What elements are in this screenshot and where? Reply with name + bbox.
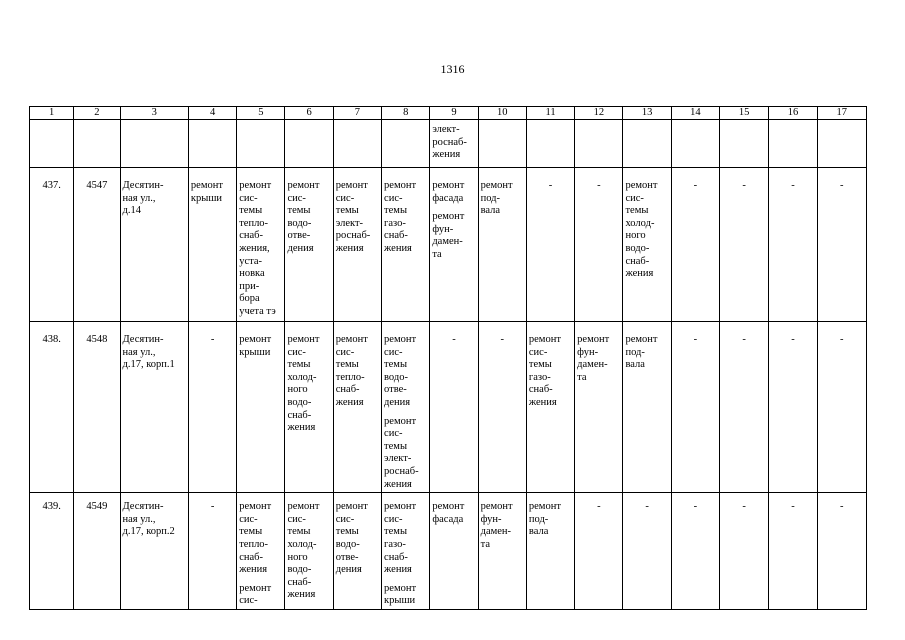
cell-line: жения [239,564,268,576]
cell-line: ная ул., [122,513,156,525]
cell-line: ремонт [239,501,272,513]
work-type-cell: - [188,322,236,493]
row-number-cell: 437. [30,168,74,322]
table-cell [120,120,188,168]
cell-line: элект- [432,124,460,135]
cell-line: сис- [528,346,548,358]
column-number-header: 7 [333,107,381,120]
work-type-cell [237,493,285,610]
column-number-header: 2 [74,107,120,120]
address-cell [120,493,188,610]
cell-line: та [432,248,442,260]
cell-line: ремонт [480,180,513,191]
work-type-cell [382,322,430,493]
cell-line: темы [335,526,359,538]
cell-line: жения [335,396,364,408]
work-type-cell [575,322,623,493]
cell-line: газо- [384,217,406,229]
row-number-cell: 439. [30,493,74,610]
continuation-row [30,120,867,168]
cell-line: сис- [335,346,355,358]
work-type-cell: - [817,322,866,493]
address-cell [120,168,188,322]
cell-line: роснаб- [384,465,419,477]
cell-line: ремонт [239,334,272,345]
cell-line: крыши [190,192,223,204]
work-type-cell: - [671,493,719,610]
cell-line: сис- [239,192,258,204]
cell-line: ремонт [335,501,368,513]
cell-line: дения [335,564,362,576]
work-type-cell [623,322,671,493]
cell-line: ремонт [432,501,465,513]
cell-line: темы [335,359,359,371]
cell-line: фасада [432,192,464,204]
cell-line: снаб- [287,409,312,421]
cell-line: темы [239,205,263,217]
table-row [30,493,867,610]
cell-line: ремонт [480,501,513,513]
cell-line: дения [384,396,411,408]
column-number-header: 3 [120,107,188,120]
cell-line: снаб- [287,576,312,588]
work-type-cell: - [526,168,574,322]
work-type-cell: - [817,493,866,610]
cell-line: ремонт [528,501,561,513]
table-cell [769,120,817,168]
cell-line: дамен- [577,359,608,371]
cell-line: ремонт [239,180,272,191]
cell-line: снаб- [625,255,650,267]
column-number-header: 14 [671,107,719,120]
cell-line: водо- [287,217,312,229]
cell-line: уста- [239,255,262,267]
cell-line: сис- [384,192,403,204]
cell-line: ремонт [384,415,417,427]
table-cell [382,120,430,168]
column-number-header: 13 [623,107,671,120]
cell-line: ремонт [384,582,417,594]
column-number-header: 1 [30,107,74,120]
cell-line: фун- [432,223,454,235]
cell-line: ремонт [335,334,368,345]
cell-line: тепло- [239,538,269,550]
work-type-cell [333,322,381,493]
cell-line: дения [287,242,314,254]
column-number-header: 5 [237,107,285,120]
work-type-cell: - [720,322,769,493]
cell-line: сис- [287,192,306,204]
cell-line: темы [384,359,407,371]
table-cell [237,120,285,168]
cell-line: сис- [384,428,403,440]
work-type-cell: - [671,168,719,322]
work-type-cell [237,322,285,493]
column-number-header: 15 [720,107,769,120]
cell-line: фасада [432,513,464,525]
cell-line: сис- [287,513,306,525]
cell-line: ного [287,551,308,563]
cell-line: под- [625,346,645,358]
work-type-cell [623,168,671,322]
table-cell [188,120,236,168]
work-type-cell: - [720,493,769,610]
cell-line: газо- [528,371,551,383]
cell-line: Десятин- [122,501,164,513]
cell-line: тепло- [239,217,269,229]
cell-line: темы [625,205,649,217]
cell-line: холод- [625,217,655,229]
work-type-cell: - [769,493,817,610]
column-number-header: 11 [526,107,574,120]
table-cell [333,120,381,168]
work-type-cell: - [575,168,623,322]
cell-line: снаб- [384,551,408,563]
cell-line: водо- [625,242,650,254]
cell-line: водо- [335,538,360,550]
table-cell [430,120,478,168]
cell-line: снаб- [239,551,263,563]
cell-line: жения [287,422,316,434]
work-type-cell: - [188,493,236,610]
cell-line: ремонт [384,334,417,345]
cell-line: холод- [287,371,317,383]
cell-line: жения [432,149,461,161]
work-type-cell [430,168,478,322]
work-type-cell: - [769,322,817,493]
table-cell [526,120,574,168]
cell-line: д.14 [122,205,141,217]
column-number-header: 9 [430,107,478,120]
work-type-cell [382,168,430,322]
work-type-cell: - [478,322,526,493]
cell-line: Десятин- [122,180,164,191]
page-number: 1316 [440,62,465,76]
table-row [30,322,867,493]
cell-line: темы [384,526,407,538]
cell-line: под- [528,513,549,525]
building-id-cell: 4548 [74,322,120,493]
cell-line: темы [287,205,311,217]
cell-line: темы [335,205,359,217]
cell-line: сис- [335,192,355,204]
cell-line: дамен- [432,236,463,248]
cell-line: при- [239,280,260,292]
address-cell [120,322,188,493]
table-cell [575,120,623,168]
cell-line: сис- [384,346,403,358]
cell-line: ремонт [287,501,320,513]
cell-line: та [480,538,490,550]
cell-line: дамен- [480,526,512,538]
column-number-header: 16 [769,107,817,120]
cell-line: та [577,371,587,383]
column-number-header: 8 [382,107,430,120]
cell-line: жения [287,589,316,601]
cell-line: темы [287,359,311,371]
cell-line: ремонт [577,334,610,345]
table-cell [720,120,769,168]
cell-line: ремонт [432,180,465,191]
work-type-cell [526,322,574,493]
cell-line: жения, [239,242,270,254]
building-id-cell: 4549 [74,493,120,610]
cell-line: водо- [287,564,312,576]
work-type-cell [285,168,333,322]
cell-line: темы [287,526,311,538]
column-number-header: 17 [817,107,866,120]
work-type-cell [333,168,381,322]
cell-line: ная ул., [122,192,156,204]
work-type-cell: - [769,168,817,322]
cell-line: снаб- [384,230,408,242]
table-cell [30,120,74,168]
cell-line: ремонт [625,180,658,191]
column-number-header: 6 [285,107,333,120]
column-number-header: 4 [188,107,236,120]
cell-line: темы [239,526,263,538]
cell-line: Десятин- [122,334,164,345]
work-type-cell [285,493,333,610]
column-number-header: 10 [478,107,526,120]
work-type-cell [478,493,526,610]
cell-line: снаб- [335,384,360,396]
cell-line: темы [384,440,407,452]
work-type-cell: - [623,493,671,610]
work-type-cell: - [720,168,769,322]
cell-line: жения [384,564,412,576]
cell-line: ного [625,230,646,242]
cell-line: сис- [287,346,306,358]
cell-line: роснаб- [335,230,371,242]
cell-line: бора [239,293,260,305]
cell-line: жения [528,396,557,408]
cell-line: жения [384,478,412,490]
cell-line: водо- [287,396,312,408]
cell-line: снаб- [528,384,553,396]
cell-line: фун- [577,346,599,358]
cell-line: сис- [384,513,403,525]
work-type-cell: - [671,322,719,493]
table-cell [285,120,333,168]
work-type-cell [188,168,236,322]
cell-line: д.17, корп.1 [122,359,175,371]
work-type-cell [333,493,381,610]
repair-schedule-table [29,106,867,610]
header-row [30,107,867,120]
cell-line: новка [239,268,265,280]
cell-line: сис- [625,192,644,204]
work-type-cell [237,168,285,322]
cell-line: отве- [287,230,311,242]
cell-line: темы [528,359,552,371]
table-cell [74,120,120,168]
cell-line: вала [625,359,645,371]
cell-line: ремонт [239,582,272,594]
cell-line: элект- [384,453,412,465]
cell-line: снаб- [239,230,263,242]
cell-line: водо- [384,371,408,383]
table-cell [671,120,719,168]
table-row [30,168,867,322]
cell-line: ремонт [190,180,223,191]
work-type-cell: - [575,493,623,610]
work-type-cell [478,168,526,322]
cell-line: учета тэ [239,305,276,317]
cell-line: д.17, корп.2 [122,526,175,538]
cell-line: ного [287,384,308,396]
cell-line: холод- [287,538,317,550]
cell-line: ремонт [625,334,658,345]
cell-line: газо- [384,538,406,550]
cell-line: отве- [384,384,407,396]
cell-line: сис- [239,513,258,525]
cell-line: ремонт [335,180,368,191]
table-cell [623,120,671,168]
work-type-cell [526,493,574,610]
work-type-cell [430,493,478,610]
column-number-header: 12 [575,107,623,120]
cell-line: жения [625,268,654,280]
cell-line: ремонт [432,211,465,223]
cell-line: вала [480,205,501,217]
work-type-cell: - [817,168,866,322]
work-type-cell [285,322,333,493]
cell-line: тепло- [335,371,365,383]
cell-line: роснаб- [432,136,467,148]
cell-line: отве- [335,551,359,563]
cell-line: крыши [239,346,271,358]
cell-line: ная ул., [122,346,156,358]
cell-line: вала [528,526,549,538]
row-number-cell: 438. [30,322,74,493]
building-id-cell: 4547 [74,168,120,322]
cell-line: жения [335,242,364,254]
cell-line: сис- [335,513,355,525]
cell-line: темы [384,205,407,217]
cell-line: сис- [239,595,258,607]
cell-line: ремонт [287,180,320,191]
cell-line: ремонт [287,334,320,345]
cell-line: ремонт [384,501,417,513]
cell-line: элект- [335,217,364,229]
cell-line: ремонт [528,334,561,345]
work-type-cell: - [430,322,478,493]
work-type-cell [382,493,430,610]
cell-line: фун- [480,513,502,525]
cell-line: крыши [384,595,416,607]
cell-line: жения [384,242,412,254]
cell-line: ремонт [384,180,417,191]
cell-line: под- [480,192,501,204]
table-cell [817,120,866,168]
table-cell [478,120,526,168]
